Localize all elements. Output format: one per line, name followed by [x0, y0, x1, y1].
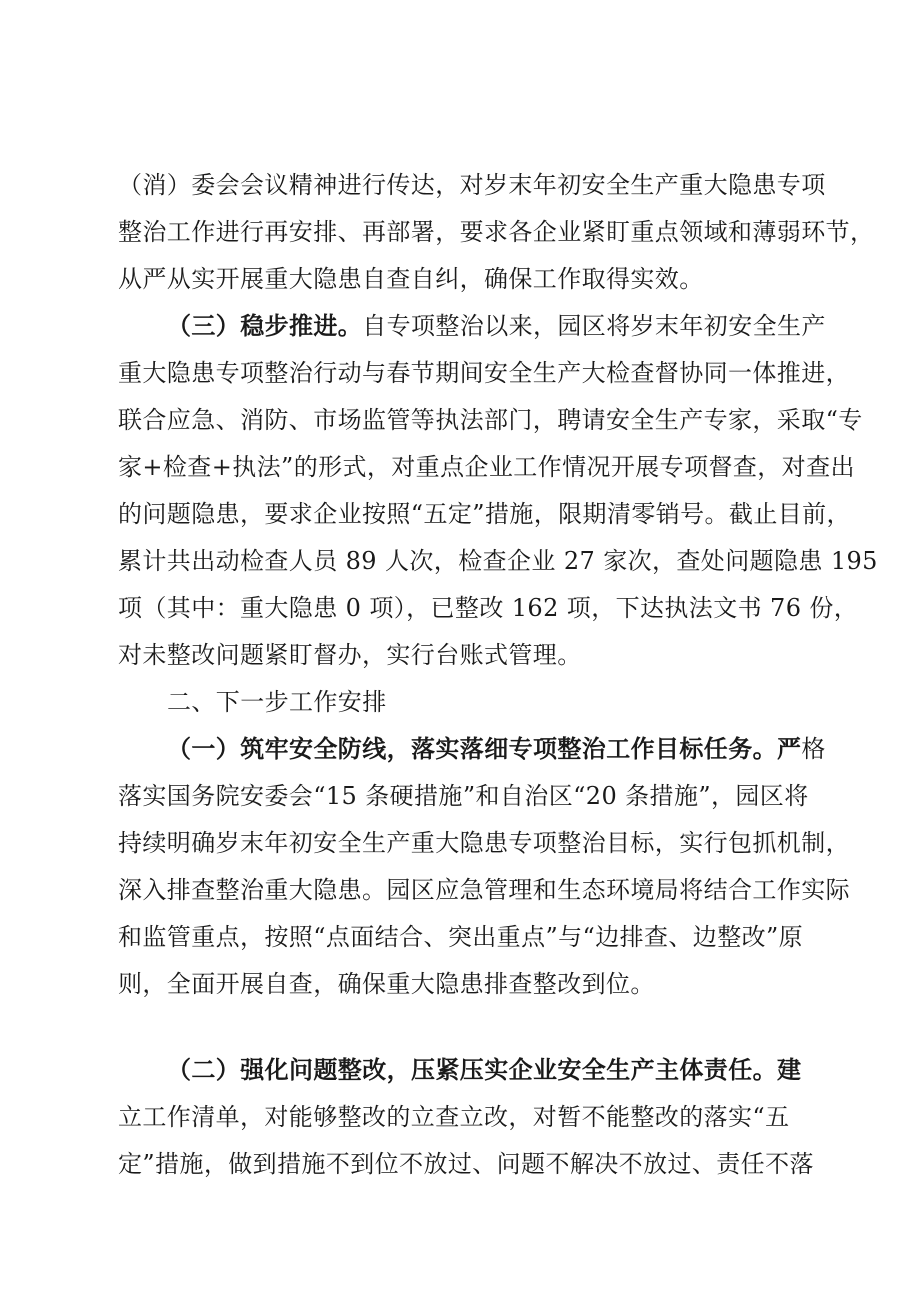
paragraph-2-line-3: 联合应急、消防、市场监管等执法部门，聘请安全生产专家，采取“专: [118, 406, 863, 434]
paragraph-2-line-6: 累计共出动检查人员 89 人次，检查企业 27 家次，查处问题隐患 195: [118, 547, 878, 575]
paragraph-2-line-1-text: 自专项整治以来，园区将岁末年初安全生产: [362, 312, 826, 340]
paragraph-2-line-7: 项（其中：重大隐患 0 项），已整改 162 项，下达执法文书 76 份，: [118, 594, 859, 622]
paragraph-3-heading: （一）筑牢安全防线，落实落细专项整治工作目标任务。严: [167, 734, 802, 763]
paragraph-3-line-5: 和监管重点，按照“点面结合、突出重点”与“边排查、边整改”原: [118, 923, 804, 951]
paragraph-3-line-2: 落实国务院安委会“15 条硬措施”和自治区“20 条措施”，园区将: [118, 782, 809, 810]
paragraph-3-line-1: [167, 729, 826, 769]
paragraph-2-line-8: 对未整改问题紧盯督办，实行台账式管理。: [118, 641, 582, 669]
section-2-title: 二、下一步工作安排: [167, 688, 387, 716]
paragraph-1-line-1: （消）委会会议精神进行传达，对岁末年初安全生产重大隐患专项: [118, 171, 826, 199]
paragraph-3-line-6: 则，全面开展自查，确保重大隐患排查整改到位。: [118, 970, 655, 998]
paragraph-1-line-2: 整治工作进行再安排、再部署，要求各企业紧盯重点领域和薄弱环节，: [118, 218, 875, 246]
paragraph-4-line-2: 立工作清单，对能够整改的立查立改，对暂不能整改的落实“五: [118, 1103, 790, 1131]
paragraph-3-line-3: 持续明确岁末年初安全生产重大隐患专项整治目标，实行包抓机制，: [118, 829, 850, 857]
paragraph-4-heading: （二）强化问题整改，压紧压实企业安全生产主体责任。建: [167, 1055, 802, 1084]
paragraph-2-line-2: 重大隐患专项整治行动与春节期间安全生产大检查督协同一体推进，: [118, 359, 850, 387]
paragraph-2-line-5: 的问题隐患，要求企业按照“五定”措施，限期清零销号。截止目前，: [118, 500, 851, 528]
paragraph-1-line-3: 从严从实开展重大隐患自查自纠，确保工作取得实效。: [118, 265, 704, 293]
paragraph-4-line-3: 定”措施，做到措施不到位不放过、问题不解决不放过、责任不落: [118, 1150, 814, 1178]
paragraph-2-line-1: [167, 306, 826, 346]
paragraph-2-heading: （三）稳步推进。: [167, 311, 363, 340]
paragraph-3-line-4: 深入排查整治重大隐患。园区应急管理和生态环境局将结合工作实际: [118, 876, 850, 904]
paragraph-2-line-4: 家+检查+执法”的形式，对重点企业工作情况开展专项督查，对查出: [118, 453, 855, 481]
paragraph-3-line-1-text: 格: [801, 735, 826, 763]
